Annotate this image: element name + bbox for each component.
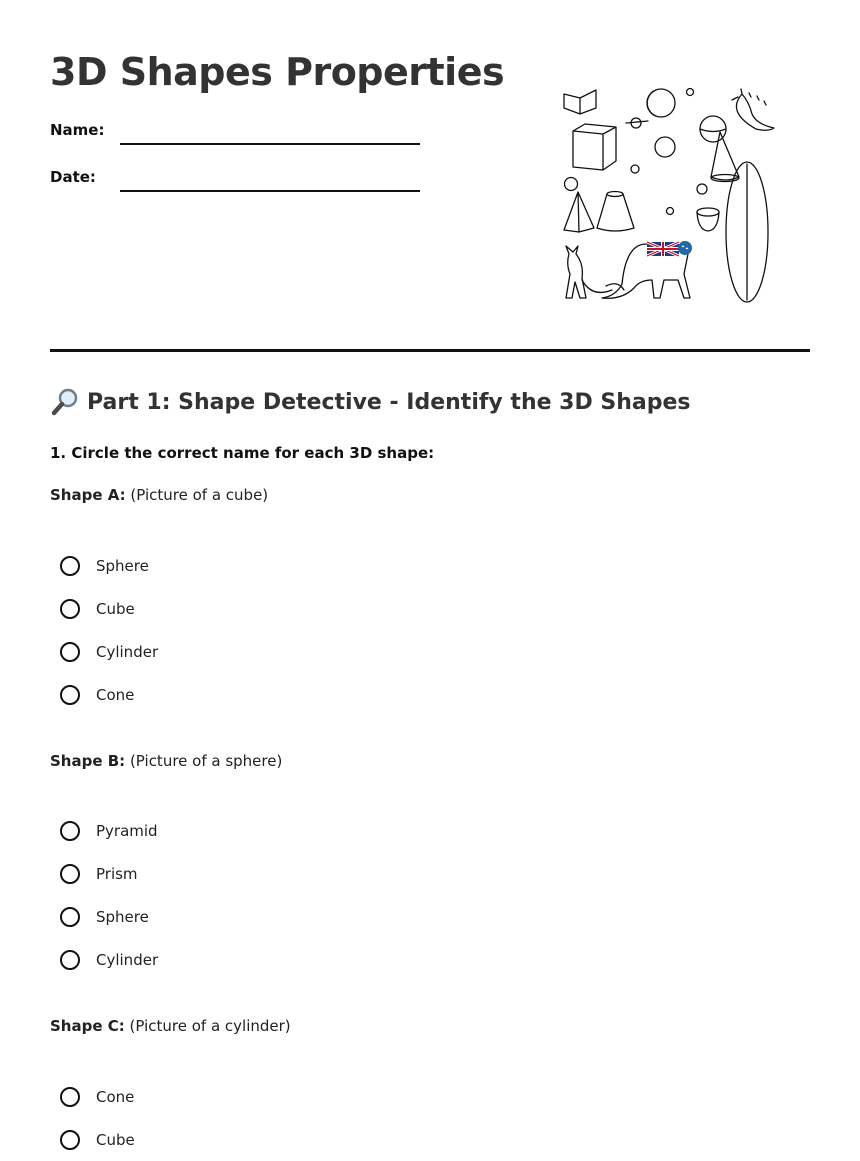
radio-button[interactable] xyxy=(60,821,80,841)
shapes-clipart-illustration xyxy=(556,84,778,306)
shape-b-description: (Picture of a sphere) xyxy=(129,752,283,770)
shape-b-option-cylinder[interactable] xyxy=(60,947,158,973)
option-label: Cone xyxy=(96,1088,135,1106)
shape-a-description: (Picture of a cube) xyxy=(130,486,269,504)
magnifying-glass-icon xyxy=(50,387,80,417)
date-field-line[interactable] xyxy=(120,190,420,192)
instruction-text: 1. Circle the correct name for each 3D shape: xyxy=(50,444,435,462)
date-label: Date: xyxy=(50,168,96,186)
option-label: Cylinder xyxy=(96,643,159,661)
shape-a-option-cube[interactable] xyxy=(60,596,135,622)
radio-button[interactable] xyxy=(60,556,80,576)
shape-a-option-sphere[interactable] xyxy=(60,553,149,579)
shape-c-option-cone[interactable] xyxy=(60,1084,134,1110)
radio-button[interactable] xyxy=(60,907,80,927)
radio-button[interactable] xyxy=(60,599,80,619)
radio-button[interactable] xyxy=(60,642,80,662)
shape-b-option-sphere[interactable] xyxy=(60,904,149,930)
name-field-line[interactable] xyxy=(120,143,420,145)
option-label: Prism xyxy=(96,865,138,883)
shape-a-label xyxy=(50,486,268,504)
option-label: Sphere xyxy=(96,557,149,575)
shape-a-option-cone[interactable] xyxy=(60,682,134,708)
header-divider xyxy=(50,349,810,352)
name-label: Name: xyxy=(50,121,105,139)
shape-c-option-cube[interactable] xyxy=(60,1127,135,1153)
radio-button[interactable] xyxy=(60,1087,80,1107)
radio-button[interactable] xyxy=(60,864,80,884)
page-title: 3D Shapes Properties xyxy=(50,50,505,94)
option-label: Cone xyxy=(96,686,135,704)
section-heading-text: Part 1: Shape Detective - Identify the 3D Shapes xyxy=(87,389,691,415)
section-heading-part1 xyxy=(50,387,691,417)
shape-b-name: Shape B: xyxy=(50,752,126,770)
shape-a-name: Shape A: xyxy=(50,486,126,504)
shape-c-description: (Picture of a cylinder) xyxy=(129,1017,291,1035)
shape-c-name: Shape C: xyxy=(50,1017,125,1035)
flag-icon xyxy=(647,241,692,256)
option-label: Cylinder xyxy=(96,951,159,969)
radio-button[interactable] xyxy=(60,1130,80,1150)
option-label: Cube xyxy=(96,1131,135,1149)
option-label: Sphere xyxy=(96,908,149,926)
shape-b-option-prism[interactable] xyxy=(60,861,138,887)
shape-a-option-cylinder[interactable] xyxy=(60,639,158,665)
shape-b-label xyxy=(50,752,282,770)
radio-button[interactable] xyxy=(60,950,80,970)
option-label: Cube xyxy=(96,600,135,618)
shape-c-label xyxy=(50,1017,291,1035)
shape-b-option-pyramid[interactable] xyxy=(60,818,158,844)
radio-button[interactable] xyxy=(60,685,80,705)
option-label: Pyramid xyxy=(96,822,158,840)
